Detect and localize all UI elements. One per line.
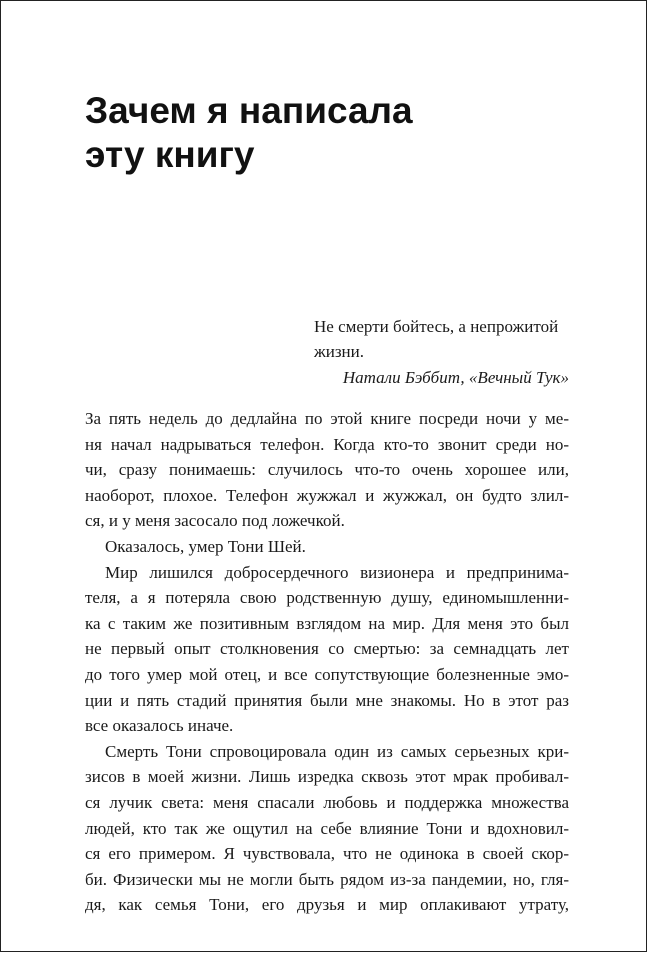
body-line: все оказалось иначе. <box>85 716 234 736</box>
body-line: зисов в моей жизни. Лишь изредка сквозь этот мрак пробивал- <box>85 767 569 787</box>
body-line: чи, сразу понимаешь: случилось что-то очень хорошее или, <box>85 460 569 480</box>
body-line: би. Физически мы не могли быть рядом из-за пандемии, но, гля- <box>85 869 569 889</box>
body-line: не первый опыт столкновения со смертью: за семнадцать лет <box>85 639 569 659</box>
epigraph-line: Не смерти бойтесь, а непрожитой <box>314 317 559 336</box>
body-line: За пять недель до дедлайна по этой книге посреди ночи у ме- <box>85 409 569 428</box>
body-line: ся, и у меня засосало под ложечкой. <box>85 511 345 531</box>
body-line: Оказалось, умер Тони Шей. <box>105 536 306 556</box>
body-line: наоборот, плохое. Телефон жужжал и жужжал, он будто злил- <box>85 485 569 505</box>
chapter-title <box>85 89 605 177</box>
body-text <box>85 406 569 918</box>
body-line: до того умер мой отец, и все сопутствующие болезненные эмо- <box>85 664 569 684</box>
body-line: ся лучик света: меня спасали любовь и поддержка множества <box>85 792 569 812</box>
epigraph <box>314 314 569 390</box>
body-line: ка с таким же позитивным взглядом на мир. Для меня это был <box>85 613 569 633</box>
epigraph-source: Натали Бэббит, «Вечный Тук» <box>342 368 569 387</box>
chapter-title-line: эту книгу <box>85 134 255 175</box>
chapter-title-line: Зачем я написала <box>85 90 413 131</box>
body-line: теля, а я потеряла свою родственную душу, единомышленни- <box>85 588 569 608</box>
body-line: ся его примером. Я чувствовала, что не одинока в своей скор- <box>85 844 569 864</box>
epigraph-quote <box>314 314 569 364</box>
body-line: ции и пять стадий принятия были мне знакомы. Но в этот раз <box>85 690 569 710</box>
epigraph-line: жизни. <box>314 342 365 361</box>
body-line: дя, как семья Тони, его друзья и мир оплакивают утрату, <box>85 895 569 915</box>
body-line: ня начал надрываться телефон. Когда кто-то звонит среди но- <box>85 434 569 454</box>
body-line: Смерть Тони спровоцировала один из самых серьезных кри- <box>105 741 569 761</box>
body-line: людей, кто так же ощутил на себе влияние Тони и вдохновил- <box>85 818 569 838</box>
body-line: Мир лишился добросердечного визионера и предпринима- <box>105 562 569 582</box>
